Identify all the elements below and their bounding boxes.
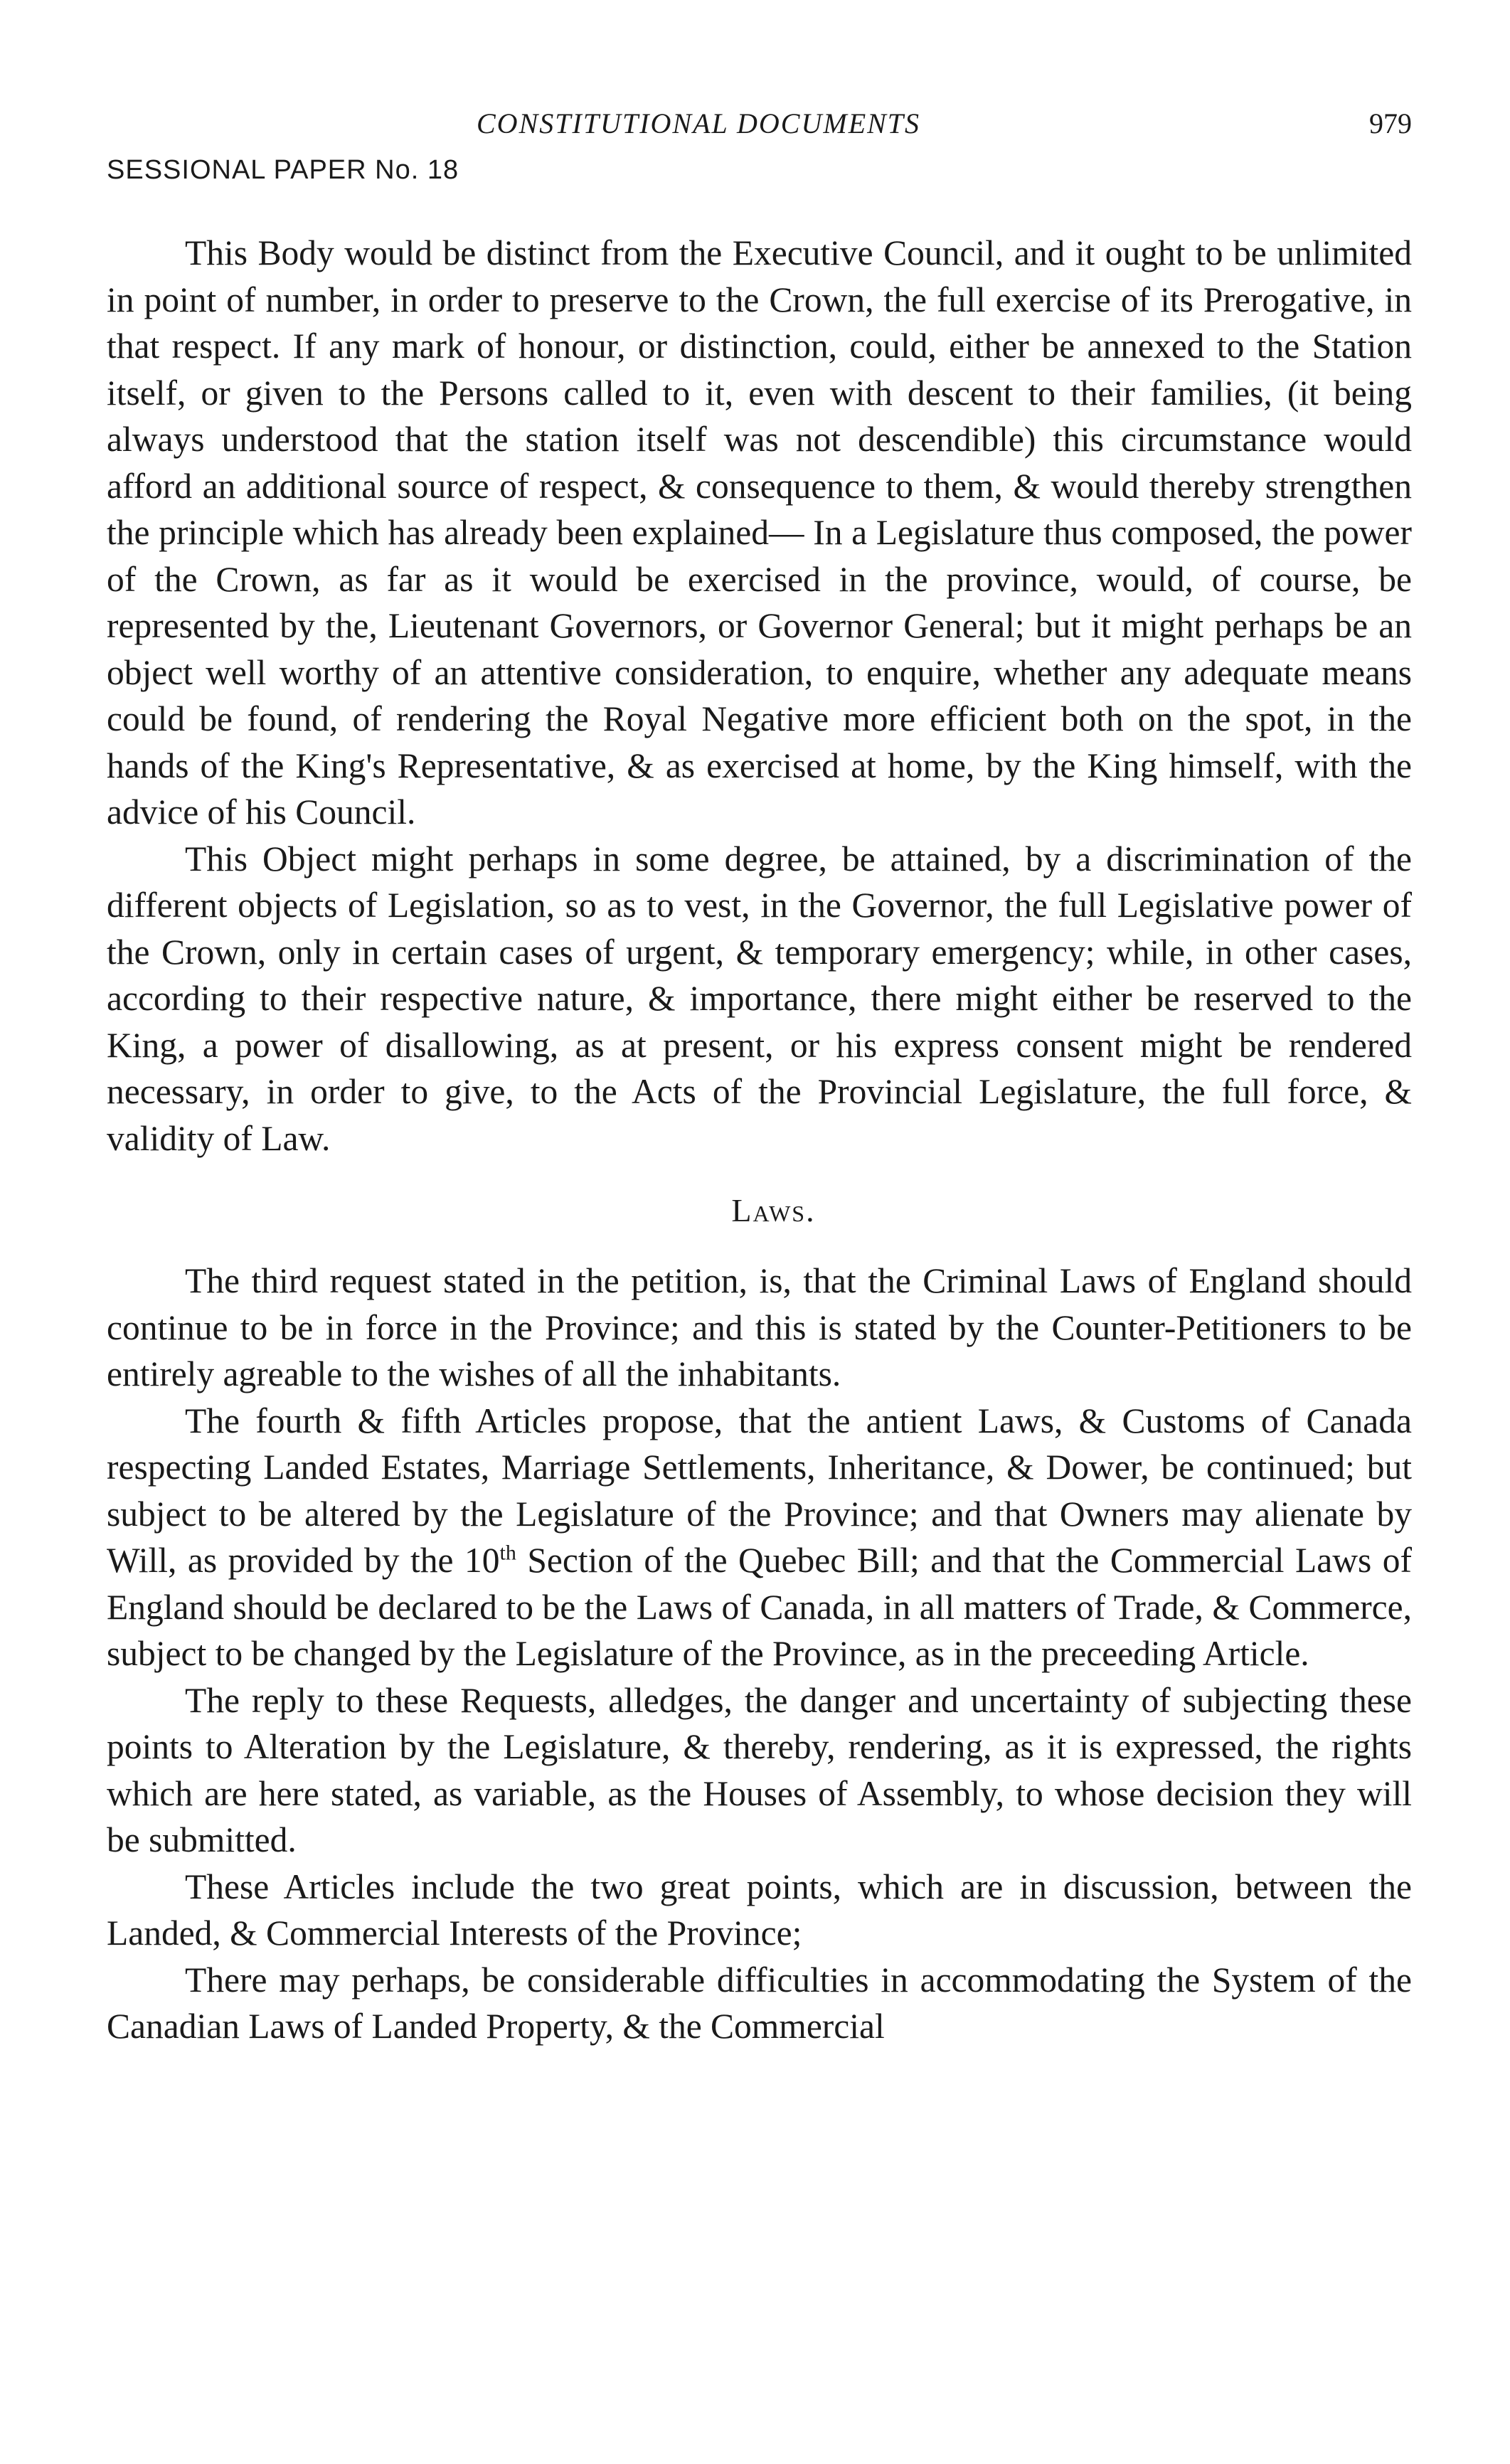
paragraph-text: The fourth & fifth Articles propose, that the antient Laws, & Customs of Canada respecting Landed Estates, Marriage Settlements, Inheritance, & Dower, be continued; but subject to be altered by the Legislature of the Province; and that Owners may alienate by Will, as provided by the 10: [107, 1401, 1412, 1580]
paragraph: The third request stated in the petition, is, that the Criminal Laws of England should continue to be in force in the Province; and this is stated by the Counter-Petitioners to be entirely agreable to the wishes of all the inhabitants.: [107, 1261, 1412, 1393]
running-head: [107, 92, 1412, 149]
paragraph: These Articles include the two great points, which are in discussion, between the Landed, & Commercial Interests of the Province;: [107, 1866, 1412, 1953]
paragraph: There may perhaps, be considerable difficulties in accommodating the System of the Canadian Laws of Landed Property, & the Commercial: [107, 1960, 1412, 2046]
document-page: [107, 92, 1412, 2050]
page-number: 979: [1369, 107, 1412, 139]
body-text: [107, 230, 1412, 2050]
paragraph: [107, 1398, 1412, 1677]
sessional-paper-label: SESSIONAL PAPER No. 18: [107, 155, 459, 185]
superscript: th: [499, 1541, 516, 1565]
paragraph-text: Section of the Quebec Bill; and that the Commercial Laws of England should be declared to be the Laws of Canada, in all matters of Trade, & Commerce, subject to be changed by the Legislature of the Province, as in the preceeding Article.: [107, 1541, 1412, 1673]
running-title: CONSTITUTIONAL DOCUMENTS: [477, 107, 921, 139]
paragraph: This Object might perhaps in some degree, be attained, by a discrimination of the different objects of Legislation, so as to vest, in the Governor, the full Legislative power of the Crown, only in certain cases of urgent, & temporary emergency; while, in other cases, according to their respective nature, & importance, there might either be reserved to the King, a power of disallowing, as at present, or his express consent might be rendered necessary, in order to give, to the Acts of the Provincial Legislature, the full force, & validity of Law.: [107, 839, 1412, 1158]
paragraph: The reply to these Requests, alledges, the danger and uncertainty of subjecting these points to Alteration by the Legislature, & thereby, rendering, as it is expressed, the rights which are here stated, as variable, as the Houses of Assembly, to whose decision they will be submitted.: [107, 1680, 1412, 1859]
paragraph: This Body would be distinct from the Executive Council, and it ought to be unlimited in point of number, in order to preserve to the Crown, the full exercise of its Prerogative, in that respect. If any mark of honour, or distinction, could, either be annexed to the Station itself, or given to the Persons called to it, even with descent to their families, (it being always understood that the station itself was not descendible) this circumstance would afford an additional source of respect, & consequence to them, & would thereby strengthen the principle which has already been explained— In a Legislature thus composed, the power of the Crown, as far as it would be exercised in the province, would, of course, be represented by the, Lieutenant Governors, or Governor General; but it might perhaps be an object well worthy of an attentive consideration, to enquire, whether any adequate means could be found, of rendering the Royal Negative more efficient both on the spot, in the hands of the King's Representative, & as exercised at home, by the King himself, with the advice of his Council.: [107, 233, 1412, 832]
section-heading: Laws.: [731, 1192, 816, 1228]
